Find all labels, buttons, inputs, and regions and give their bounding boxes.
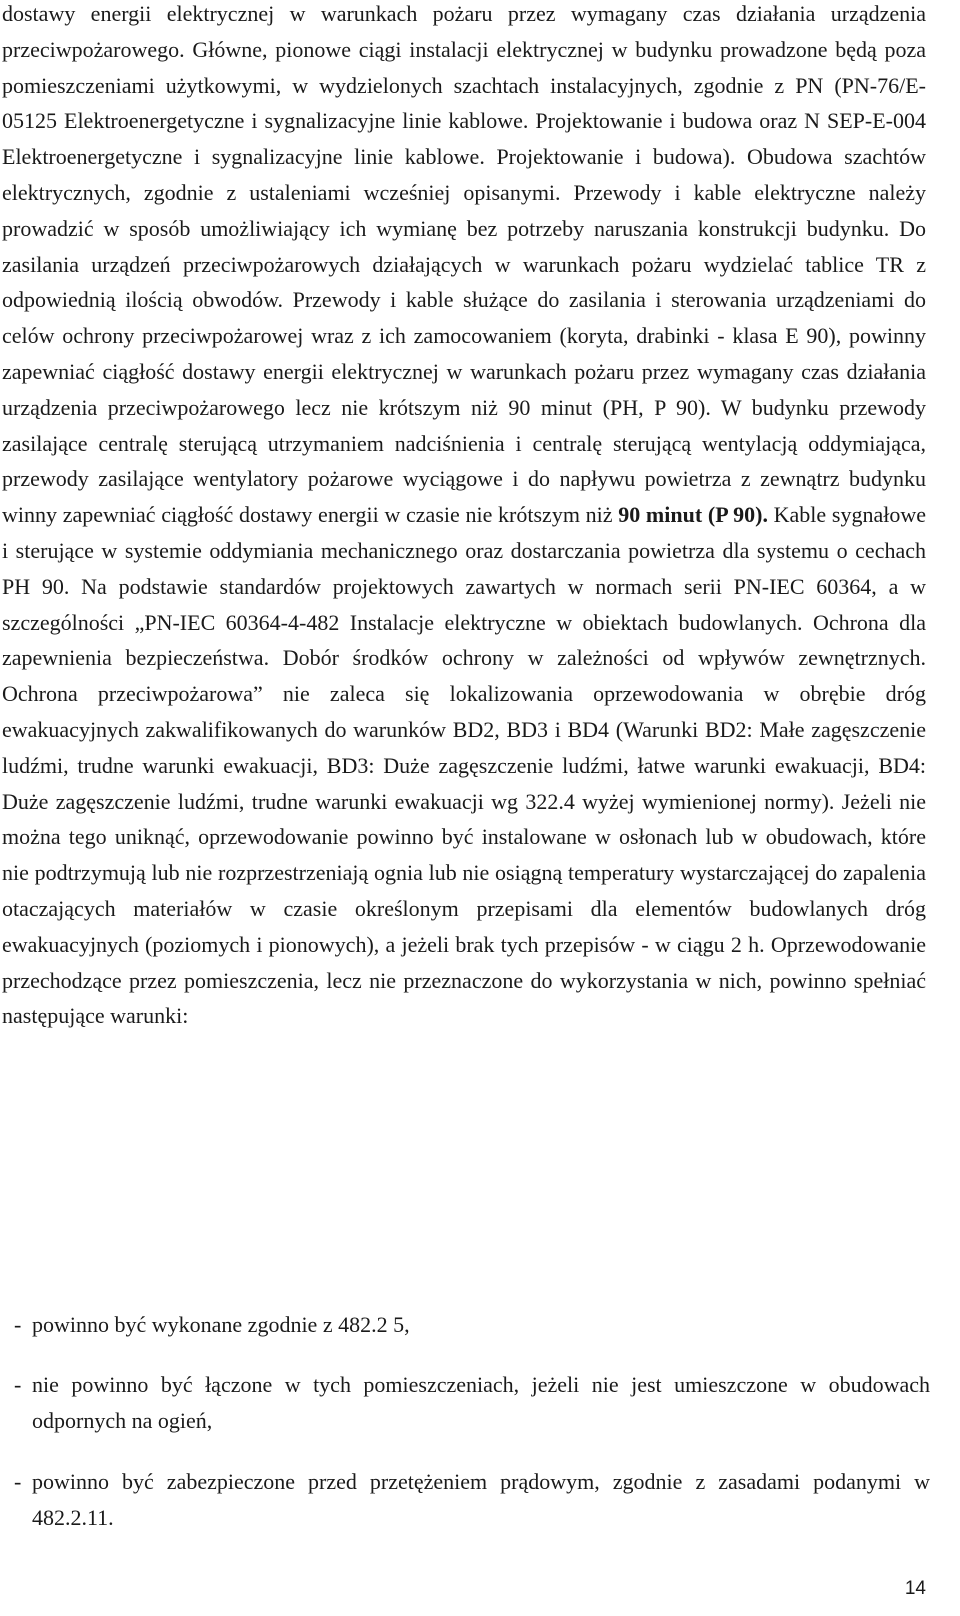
text-run-4: W budynku przewody zasilające centralę sterującą utrzymaniem nadciśnienia i centralę sterującą wentylacją oddymiająca, przewody zasilające wentylatory pożarowe wyciągowe i do napływu powietrza z zewnątrz budynku winny zapewniać ciągłość dostawy energii w czasie nie krótszym niż <box>2 394 926 528</box>
list-dash: - <box>14 1312 22 1337</box>
list-dash: - <box>14 1372 22 1397</box>
list-item <box>14 1307 930 1343</box>
page-number: 14 <box>904 1578 926 1599</box>
text-run-1: dostawy energii elektrycznej w warunkach pożaru przez wymagany czas działania urządzenia przeciwpożarowego. <box>2 1 926 62</box>
list-dash: - <box>14 1469 22 1494</box>
text-run-5: Kable sygnałowe i sterujące w systemie oddymiania mechanicznego oraz dostarczania powietrza dla systemu o cechach PH 90. <box>2 502 926 599</box>
text-run-2: Główne, pionowe ciągi instalacji elektrycznej w budynku prowadzone będą poza pomieszczeniami użytkowymi, w wydzielonych szachtach instalacyjnych, zgodnie z PN (PN-76/E-05125 Elektroenergetyczne i sygnalizacyjne linie kablowe. Projektowanie i budowa oraz N SEP-E-004 Elektroenergetyczne i sygnalizacyjne linie kablowe. Projektowanie i budowa). Obudowa szachtów elektrycznych, zgodnie z ustaleniami wcześniej opisanymi. Przewody i kable elektryczne należy prowadzić w sposób umożliwiający ich wymianę bez potrzeby naruszania konstrukcji budynku. Do zasilania urządzeń przeciwpożarowych działających w warunkach pożaru wydzielać tablice TR z odpowiednią ilością obwodów. <box>2 36 926 313</box>
text-run-6: Na podstawie standardów projektowych zawartych w normach serii PN-IEC 60364, a w szczególności „PN-IEC 60364-4-482 Instalacje elektryczne w obiektach budowlanych. Ochrona dla zapewnienia bezpieczeństwa. Dobór środków ochrony w zależności od wpływów zewnętrznych. Ochrona przeciwpożarowa” nie zaleca się lokalizowania oprzewodowania w obrębie dróg ewakuacyjnych zakwalifikowanych do warunków BD2, BD3 i BD4 (Warunki BD2: Małe zagęszczenie ludźmi, trudne warunki ewakuacji, BD3: Duże zagęszczenie ludźmi, łatwe warunki ewakuacji, BD4: Duże zagęszczenie ludźmi, trudne warunki ewakuacji wg 322.4 wyżej wymienionej normy). Jeżeli nie można tego uniknąć, oprzewodowanie powinno być instalowane w osłonach lub w obudowach, które nie podtrzymują lub nie rozprzestrzeniają ognia lub nie osiągną temperatury wystarczającej do zapalenia otaczających materiałów w czasie określonym przepisami dla elementów budowlanych dróg ewakuacyjnych (poziomych i pionowych), a jeżeli brak tych przepisów - w ciągu 2 h. Oprzewodowanie przechodzące przez pomieszczenia, lecz nie przeznaczone do wykorzystania w nich, powinno spełniać następujące warunki: <box>2 573 926 1029</box>
list-item-text: powinno być wykonane zgodnie z 482.2 5, <box>32 1312 410 1337</box>
text-run-4-bold: 90 minut (P 90). <box>618 502 768 528</box>
list-item <box>14 1367 930 1439</box>
list-item-text: nie powinno być łączone w tych pomieszczeniach, jeżeli nie jest umieszczone w obudowach odpornych na ogień, <box>32 1372 930 1433</box>
list-item <box>14 1464 930 1536</box>
list-item-text: powinno być zabezpieczone przed przetężeniem prądowym, zgodnie z zasadami podanymi w 482.2.11. <box>32 1469 930 1530</box>
text-run-3: Przewody i kable służące do zasilania i sterowania urządzeniami do celów ochrony przeciwpożarowej wraz z ich zamocowaniem (koryta, drabinki - klasa E 90), powinny zapewniać ciągłość dostawy energii elektrycznej w warunkach pożaru przez wymagany czas działania urządzenia przeciwpożarowego lecz nie krótszym niż 90 minut (PH, P 90). <box>2 287 926 420</box>
body-paragraph <box>2 0 926 1034</box>
